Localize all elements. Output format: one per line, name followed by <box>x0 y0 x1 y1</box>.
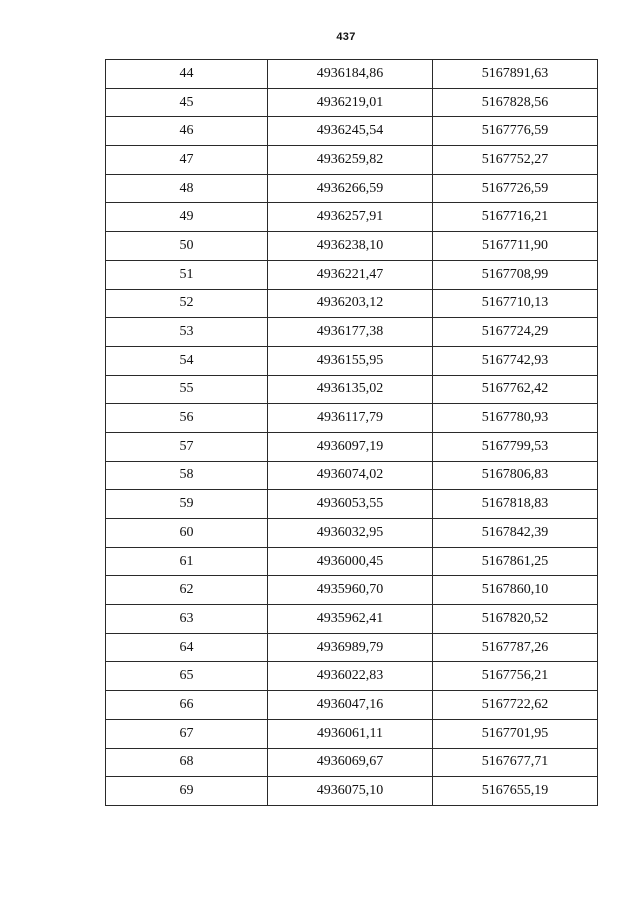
x-coordinate-cell: 4936155,95 <box>268 346 433 375</box>
page-number: 437 <box>336 31 356 43</box>
x-coordinate-cell: 4936117,79 <box>268 404 433 433</box>
x-coordinate-cell: 4936177,38 <box>268 318 433 347</box>
point-number-cell: 66 <box>106 691 268 720</box>
table-row <box>106 346 598 375</box>
x-coordinate-cell: 4936000,45 <box>268 547 433 576</box>
x-coordinate-cell: 4936245,54 <box>268 117 433 146</box>
table-row <box>106 318 598 347</box>
x-coordinate-cell: 4936032,95 <box>268 519 433 548</box>
point-number-cell: 60 <box>106 519 268 548</box>
point-number-cell: 45 <box>106 88 268 117</box>
y-coordinate-cell: 5167787,26 <box>433 633 598 662</box>
table-row <box>106 777 598 806</box>
y-coordinate-cell: 5167860,10 <box>433 576 598 605</box>
y-coordinate-cell: 5167762,42 <box>433 375 598 404</box>
point-number-cell: 62 <box>106 576 268 605</box>
point-number-cell: 63 <box>106 605 268 634</box>
table-row <box>106 146 598 175</box>
coordinates-table <box>105 59 598 806</box>
point-number-cell: 48 <box>106 174 268 203</box>
y-coordinate-cell: 5167677,71 <box>433 748 598 777</box>
x-coordinate-cell: 4935962,41 <box>268 605 433 634</box>
y-coordinate-cell: 5167726,59 <box>433 174 598 203</box>
point-number-cell: 49 <box>106 203 268 232</box>
x-coordinate-cell: 4936075,10 <box>268 777 433 806</box>
x-coordinate-cell: 4936022,83 <box>268 662 433 691</box>
x-coordinate-cell: 4935960,70 <box>268 576 433 605</box>
table-row <box>106 691 598 720</box>
table-row <box>106 490 598 519</box>
point-number-cell: 44 <box>106 60 268 89</box>
point-number-cell: 64 <box>106 633 268 662</box>
y-coordinate-cell: 5167780,93 <box>433 404 598 433</box>
y-coordinate-cell: 5167861,25 <box>433 547 598 576</box>
x-coordinate-cell: 4936203,12 <box>268 289 433 318</box>
x-coordinate-cell: 4936266,59 <box>268 174 433 203</box>
y-coordinate-cell: 5167710,13 <box>433 289 598 318</box>
table-row <box>106 60 598 89</box>
point-number-cell: 58 <box>106 461 268 490</box>
y-coordinate-cell: 5167818,83 <box>433 490 598 519</box>
point-number-cell: 47 <box>106 146 268 175</box>
table-row <box>106 260 598 289</box>
y-coordinate-cell: 5167701,95 <box>433 719 598 748</box>
point-number-cell: 46 <box>106 117 268 146</box>
point-number-cell: 59 <box>106 490 268 519</box>
table-row <box>106 633 598 662</box>
x-coordinate-cell: 4936053,55 <box>268 490 433 519</box>
point-number-cell: 54 <box>106 346 268 375</box>
table-row <box>106 232 598 261</box>
x-coordinate-cell: 4936074,02 <box>268 461 433 490</box>
point-number-cell: 57 <box>106 432 268 461</box>
table-row <box>106 719 598 748</box>
point-number-cell: 51 <box>106 260 268 289</box>
point-number-cell: 53 <box>106 318 268 347</box>
x-coordinate-cell: 4936219,01 <box>268 88 433 117</box>
y-coordinate-cell: 5167722,62 <box>433 691 598 720</box>
y-coordinate-cell: 5167806,83 <box>433 461 598 490</box>
table-row <box>106 88 598 117</box>
point-number-cell: 65 <box>106 662 268 691</box>
point-number-cell: 67 <box>106 719 268 748</box>
table-row <box>106 174 598 203</box>
y-coordinate-cell: 5167776,59 <box>433 117 598 146</box>
y-coordinate-cell: 5167716,21 <box>433 203 598 232</box>
x-coordinate-cell: 4936259,82 <box>268 146 433 175</box>
point-number-cell: 68 <box>106 748 268 777</box>
table-row <box>106 432 598 461</box>
x-coordinate-cell: 4936221,47 <box>268 260 433 289</box>
x-coordinate-cell: 4936097,19 <box>268 432 433 461</box>
y-coordinate-cell: 5167742,93 <box>433 346 598 375</box>
point-number-cell: 52 <box>106 289 268 318</box>
table-row <box>106 576 598 605</box>
point-number-cell: 55 <box>106 375 268 404</box>
table-row <box>106 461 598 490</box>
table-row <box>106 547 598 576</box>
table-row <box>106 748 598 777</box>
x-coordinate-cell: 4936069,67 <box>268 748 433 777</box>
x-coordinate-cell: 4936135,02 <box>268 375 433 404</box>
y-coordinate-cell: 5167724,29 <box>433 318 598 347</box>
table-row <box>106 662 598 691</box>
y-coordinate-cell: 5167756,21 <box>433 662 598 691</box>
y-coordinate-cell: 5167891,63 <box>433 60 598 89</box>
point-number-cell: 61 <box>106 547 268 576</box>
point-number-cell: 56 <box>106 404 268 433</box>
table-row <box>106 605 598 634</box>
y-coordinate-cell: 5167752,27 <box>433 146 598 175</box>
y-coordinate-cell: 5167708,99 <box>433 260 598 289</box>
table-row <box>106 519 598 548</box>
x-coordinate-cell: 4936047,16 <box>268 691 433 720</box>
table-row <box>106 375 598 404</box>
x-coordinate-cell: 4936061,11 <box>268 719 433 748</box>
x-coordinate-cell: 4936184,86 <box>268 60 433 89</box>
y-coordinate-cell: 5167799,53 <box>433 432 598 461</box>
y-coordinate-cell: 5167842,39 <box>433 519 598 548</box>
coordinates-table-body <box>106 60 598 806</box>
point-number-cell: 50 <box>106 232 268 261</box>
table-row <box>106 117 598 146</box>
x-coordinate-cell: 4936989,79 <box>268 633 433 662</box>
y-coordinate-cell: 5167711,90 <box>433 232 598 261</box>
table-row <box>106 203 598 232</box>
table-row <box>106 404 598 433</box>
y-coordinate-cell: 5167655,19 <box>433 777 598 806</box>
x-coordinate-cell: 4936238,10 <box>268 232 433 261</box>
point-number-cell: 69 <box>106 777 268 806</box>
y-coordinate-cell: 5167828,56 <box>433 88 598 117</box>
y-coordinate-cell: 5167820,52 <box>433 605 598 634</box>
table-row <box>106 289 598 318</box>
x-coordinate-cell: 4936257,91 <box>268 203 433 232</box>
